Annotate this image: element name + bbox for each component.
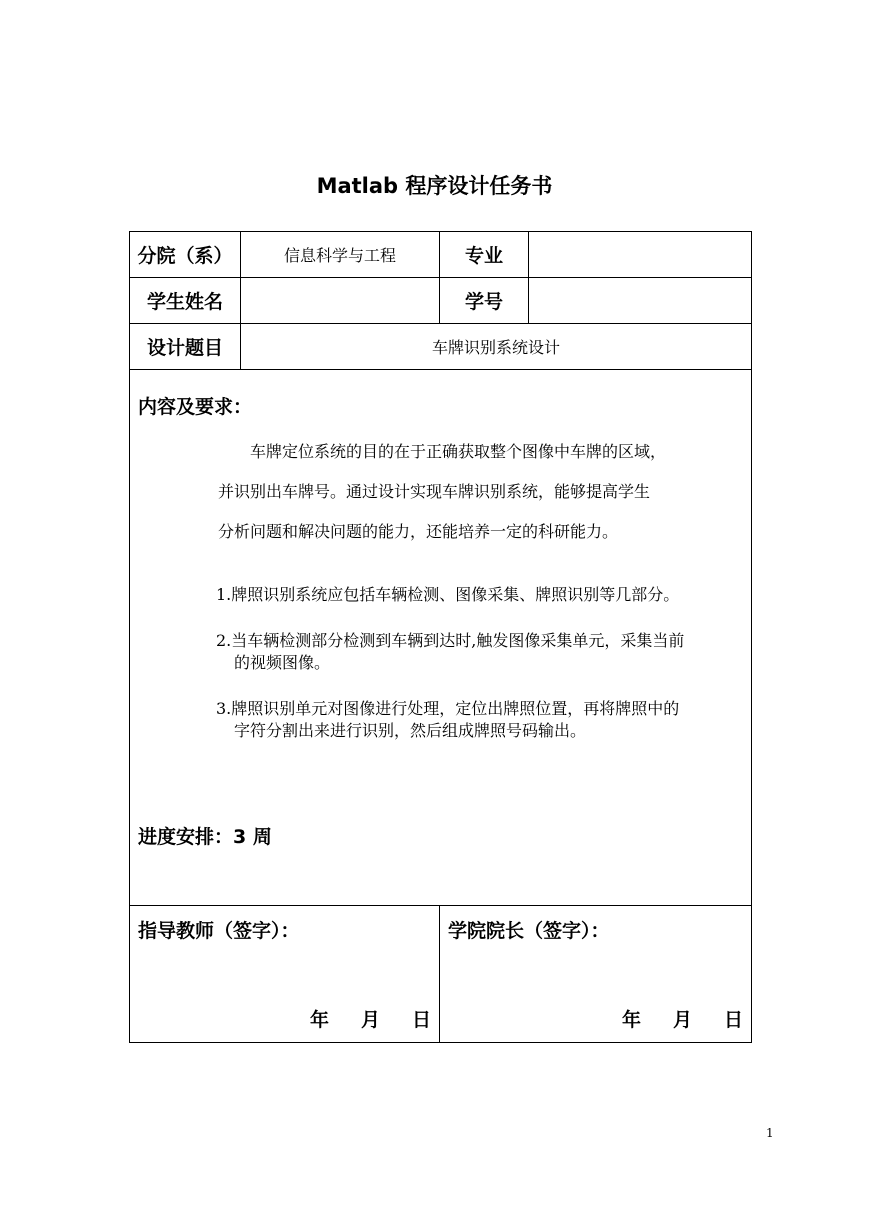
description-paragraph [218, 432, 698, 552]
requirements-list [216, 584, 686, 766]
advisor-signature-cell [130, 906, 440, 1043]
advisor-signature-label: 指导教师（签字）： [138, 920, 300, 942]
student-name-value [241, 278, 440, 324]
description-line: 并识别出车牌号。通过设计实现车牌识别系统，能够提高学生 [218, 482, 651, 501]
requirement-item: 2.当车辆检测部分检测到车辆到达时,触发图像采集单元，采集当前的视频图像。 [216, 631, 685, 672]
dean-signature-label: 学院院长（签字）： [448, 920, 610, 942]
student-id-value [529, 278, 752, 324]
department-value: 信息科学与工程 [241, 232, 440, 278]
year-label: 年 [621, 1009, 641, 1031]
description-line: 分析问题和解决问题的能力，还能培养一定的科研能力。 [218, 522, 619, 541]
day-label: 日 [411, 1009, 431, 1031]
requirement-item: 3.牌照识别单元对图像进行处理，定位出牌照位置，再将牌照中的字符分割出来进行识别，然后组成牌照号码输出。 [216, 699, 680, 740]
requirement-item: 1.牌照识别系统应包括车辆检测、图像采集、牌照识别等几部分。 [216, 585, 680, 604]
dean-signature-cell [440, 906, 752, 1043]
document-title: Matlab 程序设计任务书 [316, 174, 553, 198]
page-number: 1 [766, 1126, 774, 1140]
department-label: 分院（系） [130, 232, 241, 278]
schedule-text: 进度安排：3 周 [138, 826, 272, 848]
student-name-label: 学生姓名 [130, 278, 241, 324]
design-topic-label: 设计题目 [130, 324, 241, 370]
task-form-table [129, 231, 752, 1043]
description-line: 车牌定位系统的目的在于正确获取整个图像中车牌的区域， [250, 442, 667, 461]
content-requirements-cell [130, 370, 752, 906]
year-label: 年 [309, 1009, 329, 1031]
student-id-label: 学号 [440, 278, 529, 324]
major-value [529, 232, 752, 278]
dean-date [622, 1005, 743, 1032]
month-label: 月 [360, 1009, 380, 1031]
design-topic-value: 车牌识别系统设计 [241, 324, 752, 370]
major-label: 专业 [440, 232, 529, 278]
content-requirements-label: 内容及要求： [138, 396, 253, 418]
day-label: 日 [723, 1009, 743, 1031]
month-label: 月 [672, 1009, 692, 1031]
advisor-date [310, 1005, 431, 1032]
